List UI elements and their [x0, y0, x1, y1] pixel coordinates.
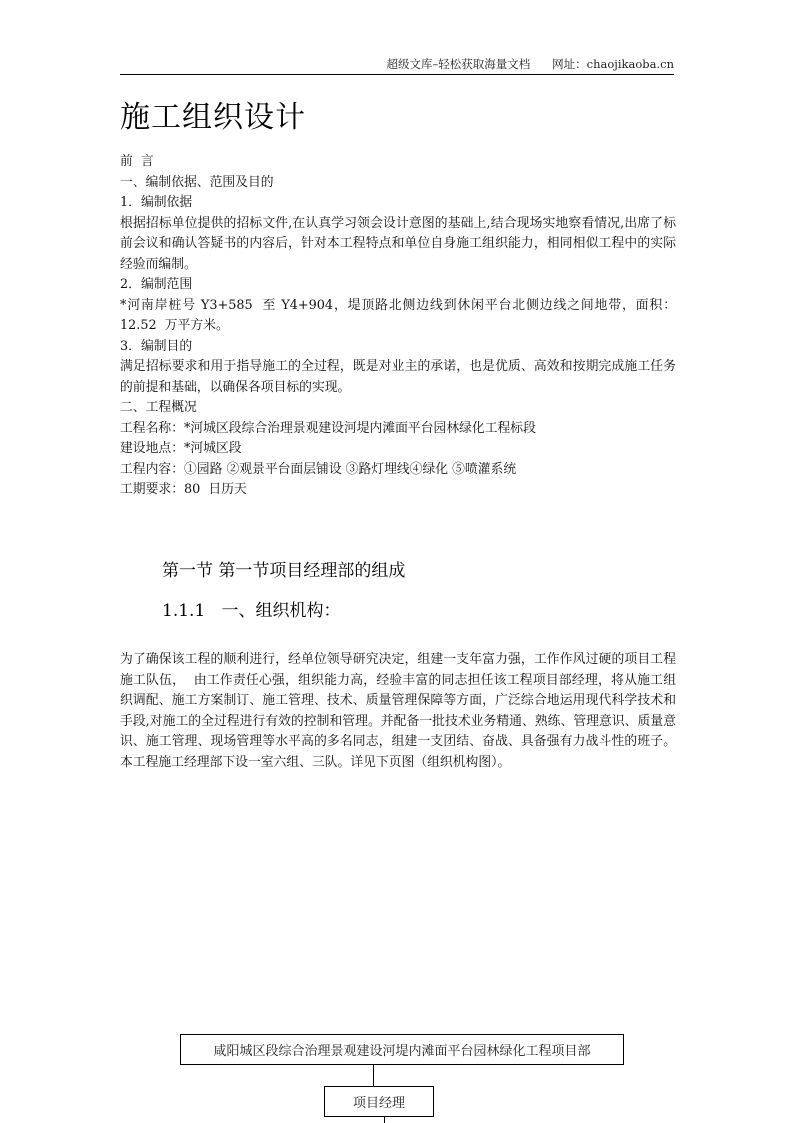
paragraph-basis: 根据招标单位提供的招标文件,在认真学习领会设计意图的基础上,结合现场实地察看情况,出席了标前会议和确认答疑书的内容后，针对本工程特点和单位自身施工组织能力，相同相似工程中的实际经验而编制。 — [120, 215, 676, 272]
header-site-name: 超级文库–轻松获取海量文档 — [386, 57, 531, 71]
project-name: 工程名称：*河城区段综合治理景观建设河堤内滩面平台园林绿化工程标段 — [120, 420, 536, 436]
section-heading: 第一节 第一节项目经理部的组成 — [162, 561, 406, 581]
section-heading-overview: 二、工程概况 — [120, 400, 197, 415]
section-heading-basis: 一、编制依据、范围及目的 — [120, 174, 274, 190]
document-title: 施工组织设计 — [120, 100, 306, 135]
org-chart-top-label: 咸阳城区段综合治理景观建设河堤内滩面平台园林绿化工程项目部 — [213, 1044, 591, 1059]
paragraph-purpose: 满足招标要求和用于指导施工的全过程，既是对业主的承诺，也是优质、高效和按期完成施工任务的前提和基础，以确保各项目标的实现。 — [120, 359, 676, 395]
item-heading-scope: 2．编制范围 — [120, 277, 193, 292]
org-chart-manager-label: 项目经理 — [352, 1096, 405, 1111]
project-duration: 工期要求：80 日历天 — [120, 482, 247, 497]
header-spacer — [530, 57, 552, 71]
page-header — [120, 56, 674, 75]
project-content: 工程内容：①园路 ②观景平台面层铺设 ③路灯埋线④绿化 ⑤喷灌系统 — [120, 461, 517, 477]
document-body — [120, 152, 676, 501]
item-heading-purpose: 3．编制目的 — [120, 338, 193, 354]
item-heading-basis: 1．编制依据 — [120, 195, 193, 210]
header-url: 网址：chaojikaoba.cn — [552, 57, 674, 71]
org-chart-manager-box — [324, 1086, 434, 1117]
org-chart-top-box — [180, 1034, 624, 1065]
paragraph-scope: *河南岸桩号 Y3+585 至 Y4+904，堤顶路北侧边线到休闲平台北侧边线之间地带，面积：12.52 万平方米。 — [120, 297, 676, 333]
org-chart-connector — [373, 1065, 374, 1086]
organization-paragraph: 为了确保该工程的顺利进行，经单位领导研究决定，组建一支年富力强，工作作风过硬的项目工程施工队伍， 由工作责任心强，组织能力高，经验丰富的同志担任该工程项目部经理，将从施工组织调配、施工方案制订、施工管理、技术、质量管理保障等方面，广泛综合地运用现代科学技术和手段,对施工的全过程进行有效的控制和管理。并配备一批技术业务精通、熟练、管理意识、质量意识、施工管理、现场管理等水平高的多名同志，组建一支团结、奋战、具备强有力战斗性的班子。本工程施工经理部下设一室六组、三队。详见下页图（组织机构图）。 — [120, 652, 676, 770]
org-chart-connector-lower — [384, 1117, 385, 1123]
project-location: 建设地点：*河城区段 — [120, 441, 242, 456]
subsection-heading: 1.1.1 一、组织机构： — [162, 601, 341, 621]
preface-heading: 前 言 — [120, 154, 154, 169]
